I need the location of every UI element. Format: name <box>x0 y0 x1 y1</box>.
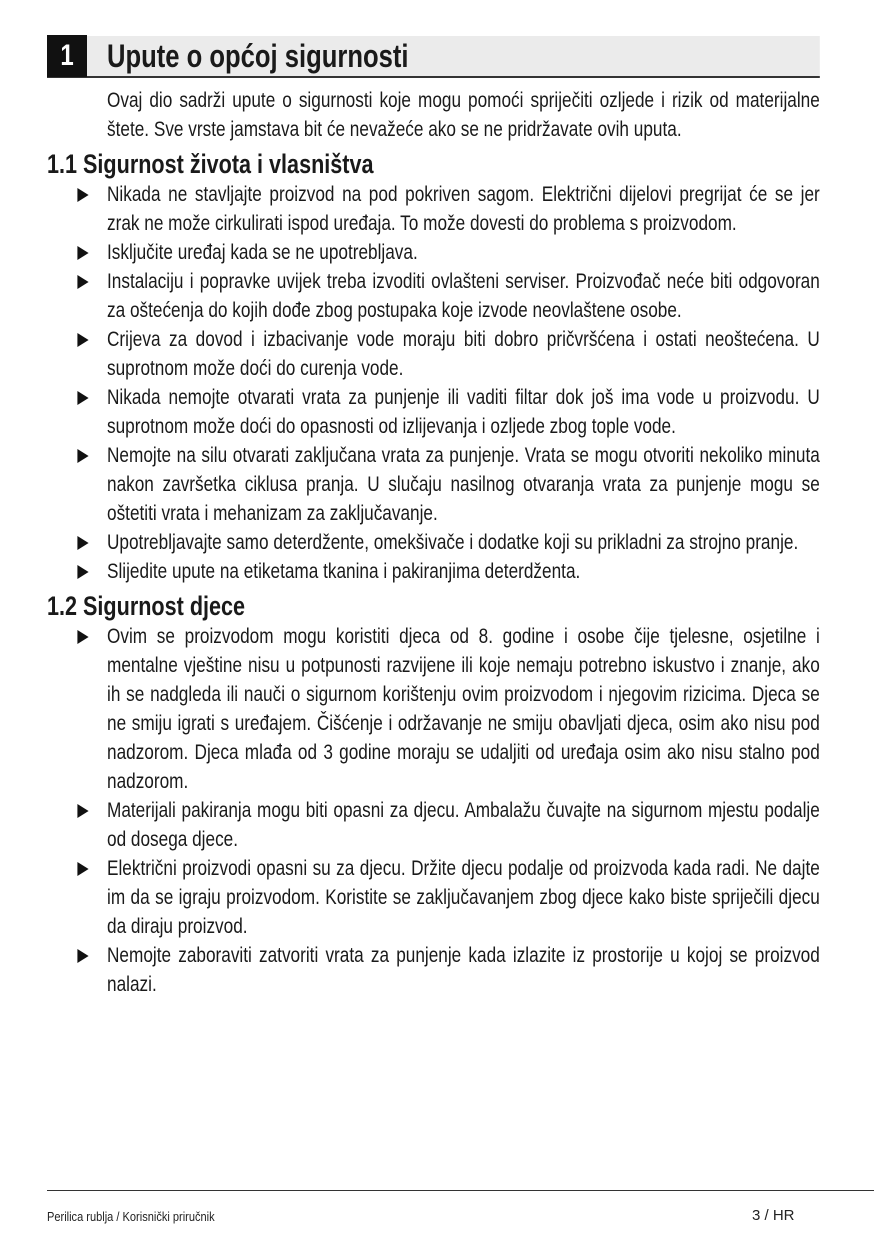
triangle-bullet-icon <box>77 391 88 405</box>
triangle-bullet-icon <box>77 630 88 644</box>
list-item-text: Električni proizvodi opasni su za djecu. Držite djecu podalje od proizvoda kada radi. Ne dajte im da se igraju proizvodom. Koristite se zaključavanjem zbog djece kako biste spriječili djecu da diraju proizvod. <box>107 856 820 938</box>
triangle-bullet-icon <box>77 449 88 463</box>
footer-title: Perilica rublja / Korisnički priručnik <box>47 1209 215 1224</box>
list-item-text: Nemojte zaboraviti zatvoriti vrata za punjenje kada izlazite iz prostorije u kojoj se proizvod nalazi. <box>107 943 820 996</box>
chapter-number: 1 <box>47 35 87 77</box>
footer-divider <box>47 1190 874 1191</box>
triangle-bullet-icon <box>77 862 88 876</box>
triangle-bullet-icon <box>77 536 88 550</box>
triangle-bullet-icon <box>77 246 88 260</box>
bullet-list <box>47 180 820 586</box>
list-item-text: Materijali pakiranja mogu biti opasni za djecu. Ambalažu čuvajte na sigurnom mjestu podalje od dosega djece. <box>107 798 820 851</box>
intro-paragraph: Ovaj dio sadrži upute o sigurnosti koje mogu pomoći spriječiti ozljede i rizik od materijalne štete. Sve vrste jamstava bit će nevažeće ako se ne pridržavate ovih uputa. <box>107 88 820 141</box>
triangle-bullet-icon <box>77 565 88 579</box>
list-item <box>47 854 820 941</box>
list-item-text: Instalaciju i popravke uvijek treba izvoditi ovlašteni serviser. Proizvođač neće biti odgovoran za oštećenja do kojih dođe zbog postupaka koje izvode neovlaštene osobe. <box>107 269 820 322</box>
list-item-text: Upotrebljavajte samo deterdžente, omekšivače i dodatke koji su prikladni za strojno pranje. <box>107 530 799 554</box>
triangle-bullet-icon <box>77 333 88 347</box>
list-item <box>47 796 820 854</box>
list-item <box>47 238 820 267</box>
section-heading: 1.2 Sigurnost djece <box>47 591 246 621</box>
triangle-bullet-icon <box>77 188 88 202</box>
chapter-title: Upute o općoj sigurnosti <box>107 37 409 74</box>
list-item <box>47 325 820 383</box>
list-item-text: Ovim se proizvodom mogu koristiti djeca od 8. godine i osobe čije tjelesne, osjetilne i mentalne vještine nisu u potpunosti razvijene ili koje nemaju potrebno iskustvo i znanje, ako ih se nadgleda ili nauči o sigurnom korištenju ovim proizvodom i njegovim rizicima. Djeca se ne smiju igrati s uređajem. Čišćenje i održavanje ne smiju obavljati djeca, osim ako nisu pod nadzorom. Djeca mlađa od 3 godine moraju se udaljiti od uređaja osim ako nisu stalno pod nadzorom. <box>107 624 820 793</box>
bullet-list <box>47 622 820 999</box>
list-item-text: Nikada ne stavljajte proizvod na pod pokriven sagom. Električni dijelovi pregrijat će se jer zrak ne može cirkulirati ispod uređaja. To može dovesti do problema s proizvodom. <box>107 182 820 235</box>
list-item-text: Slijedite upute na etiketama tkanina i pakiranjima deterdženta. <box>107 559 581 583</box>
list-item-text: Nikada nemojte otvarati vrata za punjenje ili vaditi filtar dok još ima vode u proizvodu. U suprotnom može doći do opasnosti od izlijevanja i ozljede zbog tople vode. <box>107 385 820 438</box>
list-item-text: Nemojte na silu otvarati zaključana vrata za punjenje. Vrata se mogu otvoriti nekoliko minuta nakon završetka ciklusa pranja. U slučaju nasilnog otvaranja vrata za punjenje mogu se oštetiti vrata i mehanizam za zaključavanje. <box>107 443 820 525</box>
list-item <box>47 383 820 441</box>
list-item <box>47 941 820 999</box>
list-item <box>47 441 820 528</box>
section-heading: 1.1 Sigurnost života i vlasništva <box>47 149 374 179</box>
list-item <box>47 267 820 325</box>
triangle-bullet-icon <box>77 275 88 289</box>
triangle-bullet-icon <box>77 804 88 818</box>
list-item <box>47 622 820 796</box>
chapter-header <box>47 36 820 78</box>
list-item <box>47 528 820 557</box>
page-content <box>47 36 820 999</box>
list-item <box>47 557 820 586</box>
triangle-bullet-icon <box>77 949 88 963</box>
list-item-text: Isključite uređaj kada se ne upotrebljava. <box>107 240 418 264</box>
list-item-text: Crijeva za dovod i izbacivanje vode moraju biti dobro pričvršćena i ostati neoštećena. U suprotnom može doći do curenja vode. <box>107 327 820 380</box>
page-number: 3 / HR <box>752 1207 795 1224</box>
list-item <box>47 180 820 238</box>
